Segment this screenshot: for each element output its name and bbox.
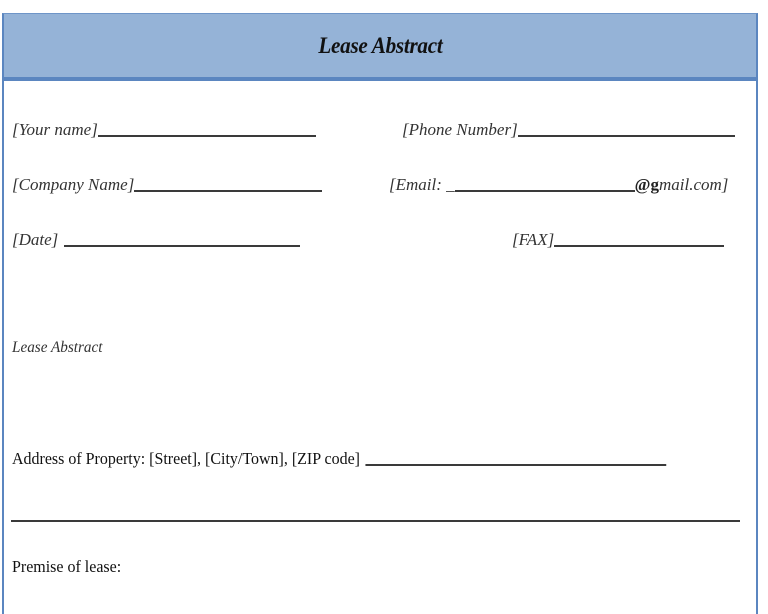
phone-field[interactable] [402,120,735,140]
fax-input-line[interactable] [554,244,724,247]
email-input-line[interactable] [455,189,635,192]
email-field[interactable] [389,175,728,195]
email-at-symbol: @g [634,175,659,194]
your-name-input-line[interactable] [98,134,316,137]
your-name-field[interactable] [12,120,316,140]
your-name-label: [Your name] [12,120,98,139]
phone-label: [Phone Number] [402,120,518,139]
form-title: Lease Abstract [317,32,443,58]
fax-label: [FAX] [512,230,555,249]
section-label: Lease Abstract [12,339,103,356]
phone-input-line[interactable] [518,134,735,137]
date-label: [Date] [12,230,59,249]
company-input-line[interactable] [134,189,322,192]
email-domain: mail.com] [658,175,729,194]
address-continuation-line[interactable] [11,520,740,522]
company-field[interactable] [12,175,322,195]
fax-field[interactable] [512,230,724,250]
lease-abstract-form [2,13,758,614]
date-field[interactable] [12,230,300,250]
form-header [4,14,756,81]
email-prefix: [Email: _ [389,175,455,194]
address-field[interactable] [12,449,666,469]
premise-label: Premise of lease: [12,557,122,576]
company-label: [Company Name] [12,175,135,194]
premise-field [12,557,121,577]
address-input-line[interactable] [366,463,667,466]
date-input-line[interactable] [64,244,300,247]
address-label: Address of Property: [Street], [City/Town], [ZIP code] [12,449,361,468]
